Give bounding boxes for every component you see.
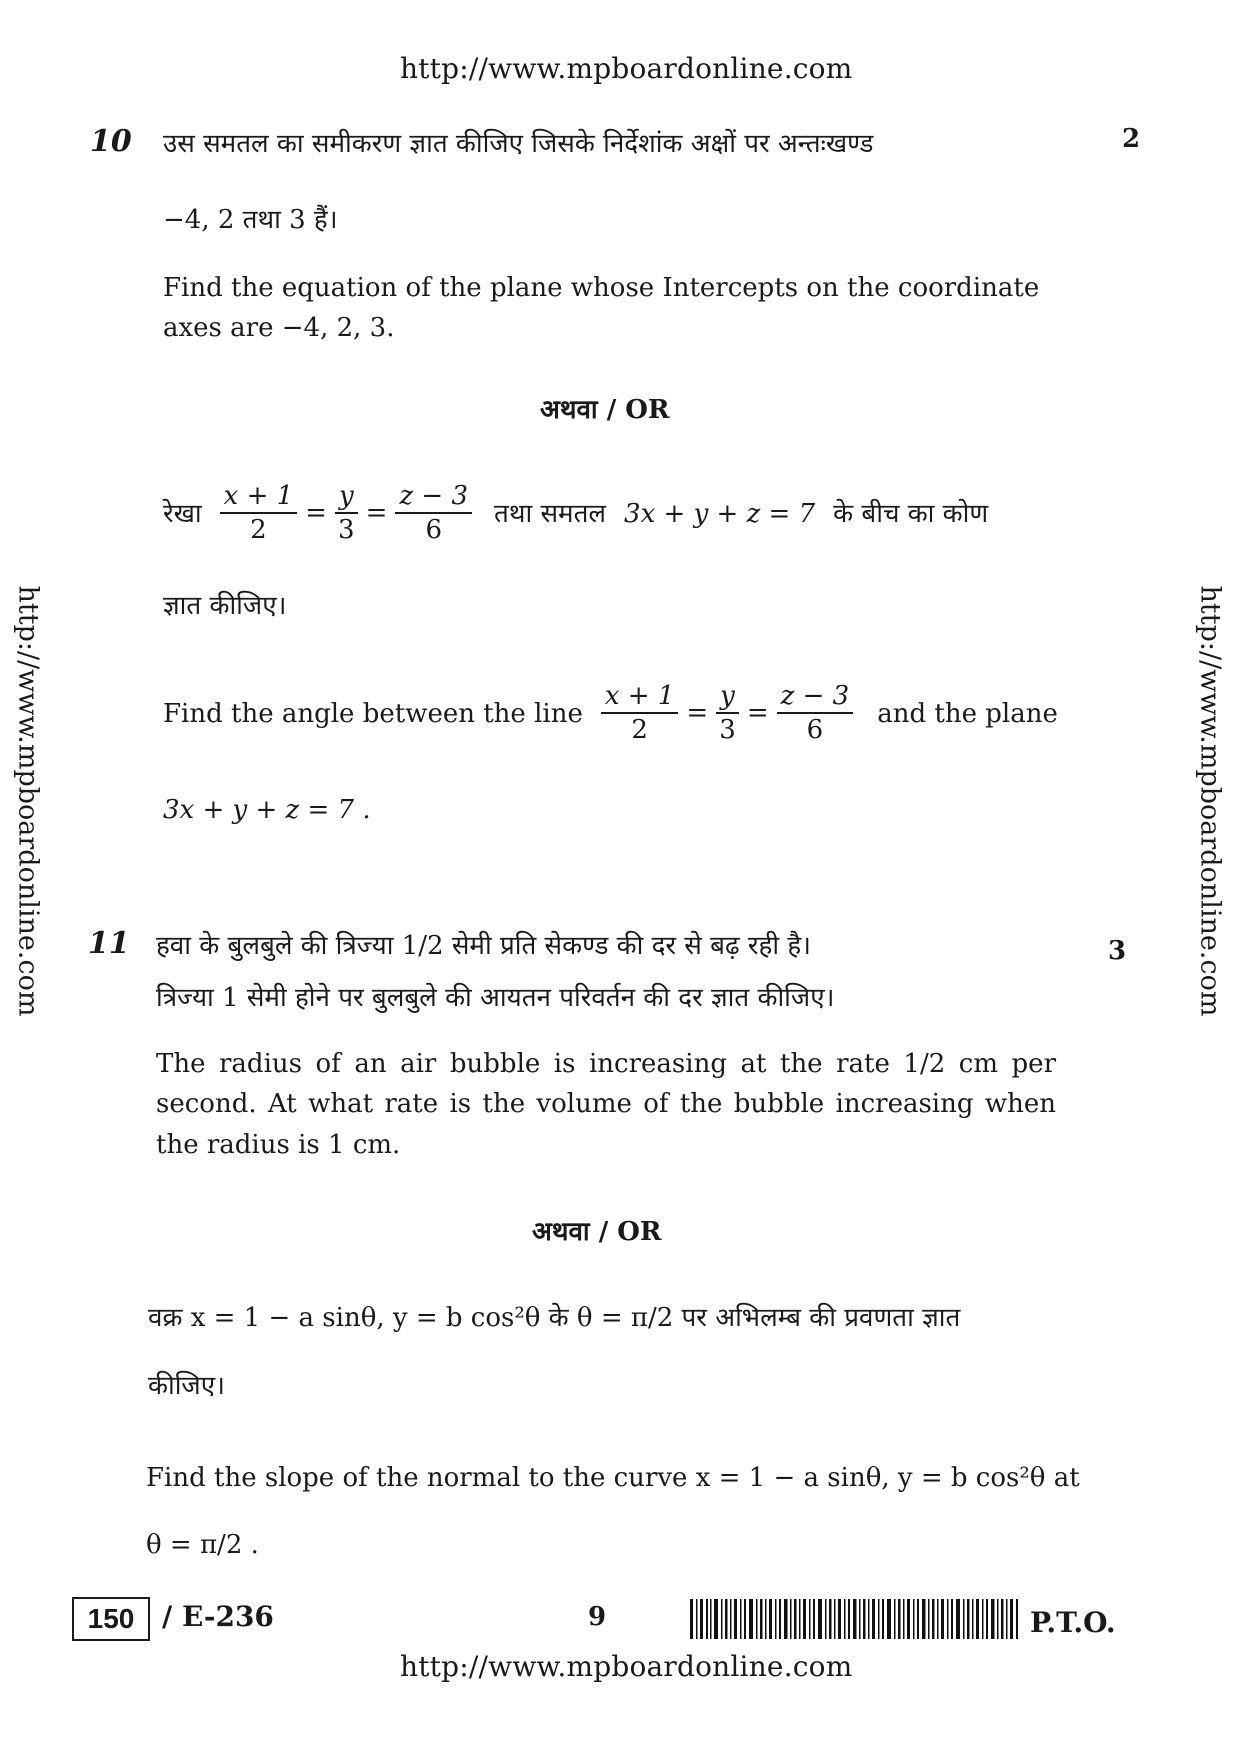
q11-english-text: The radius of an air bubble is increasing at the rate 1/2 cm per second. At what rate is the volume of the bubble increasing when the radius is 1 cm. bbox=[156, 1049, 1056, 1160]
q10-alt-hindi-plane: 3x + y + z = 7 bbox=[624, 499, 816, 529]
q11-hindi-line1: हवा के बुलबुले की त्रिज्या 1/2 सेमी प्रति सेकण्ड की दर से बढ़ रही है। bbox=[156, 931, 811, 961]
q10-alt-english-line2: 3x + y + z = 7 . bbox=[163, 795, 371, 825]
header-url[interactable]: http://www.mpboardonline.com bbox=[400, 52, 853, 85]
frac2-den-en: 3 bbox=[719, 714, 736, 745]
frac3-num: z − 3 bbox=[395, 482, 472, 514]
question-number-10: 10 bbox=[90, 124, 132, 159]
q10-hindi-line2: −4, 2 तथा 3 हैं। bbox=[163, 205, 338, 235]
q10-hindi-line1: उस समतल का समीकरण ज्ञात कीजिए जिसके निर्देशांक अक्षों पर अन्तःखण्ड bbox=[163, 129, 874, 159]
q11-alt-hindi-line2: कीजिए। bbox=[148, 1371, 225, 1401]
frac3-den-en: 6 bbox=[806, 714, 824, 745]
q10-alt-hindi-line2: ज्ञात कीजिए। bbox=[163, 591, 287, 621]
pto-label: P.T.O. bbox=[1030, 1606, 1116, 1639]
frac1-den: 2 bbox=[250, 514, 267, 545]
marks-q10: 2 bbox=[1122, 124, 1141, 154]
frac2-num: y bbox=[335, 482, 358, 514]
q11-alt-hindi-line1: वक्र x = 1 − a sinθ, y = b cos²θ के θ = π/2 पर अभिलम्ब की प्रवणता ज्ञात bbox=[148, 1303, 961, 1333]
q11-alt-english-line2: θ = π/2 . bbox=[146, 1530, 259, 1560]
q10-alt-english-suffix: and the plane bbox=[877, 699, 1058, 729]
question-number-11: 11 bbox=[88, 926, 130, 961]
q11-alt-english-line1: Find the slope of the normal to the curve x = 1 − a sinθ, y = b cos²θ at bbox=[146, 1463, 1080, 1493]
page-number: 9 bbox=[588, 1602, 607, 1632]
q10-alt-hindi-prefix: रेखा bbox=[163, 499, 202, 529]
frac1-den-en: 2 bbox=[631, 714, 648, 745]
footer-url[interactable]: http://www.mpboardonline.com bbox=[400, 1650, 853, 1683]
q10-alt-hindi-line1: रेखा $\frac{x + 1}{2}$ = $\frac{y}{3}$ = $\frac{z - 3}{6}$ तथा समतल 3x + y + z = 7 के बीच का कोण bbox=[163, 481, 989, 545]
q10-alt-english-prefix: Find the angle between the line bbox=[163, 699, 583, 729]
marks-q11: 3 bbox=[1108, 936, 1127, 966]
q11-hindi-line2: त्रिज्या 1 सेमी होने पर बुलबुले की आयतन परिवर्तन की दर ज्ञात कीजिए। bbox=[156, 983, 835, 1013]
frac1-num: x + 1 bbox=[220, 482, 298, 514]
q10-or-separator: अथवा / OR bbox=[540, 395, 670, 425]
paper-code: / E-236 bbox=[162, 1600, 274, 1633]
q11-or-separator: अथवा / OR bbox=[532, 1217, 662, 1247]
frac2-den: 3 bbox=[338, 514, 355, 545]
code-box: 150 bbox=[72, 1597, 150, 1641]
q10-english-text: Find the equation of the plane whose Intercepts on the coordinate axes are −4, 2, 3. bbox=[163, 273, 1040, 344]
barcode-icon bbox=[690, 1597, 1020, 1641]
q10-alt-hindi-mid: तथा समतल bbox=[494, 499, 607, 529]
frac3-den: 6 bbox=[425, 514, 443, 545]
q10-alt-english-line1: Find the angle between the line $\frac{x + 1}{2}$ = $\frac{y}{3}$ = $\frac{z - 3}{6}$ and the plane bbox=[163, 681, 1058, 745]
frac1-num-en: x + 1 bbox=[601, 682, 679, 714]
side-url-right[interactable]: http://www.mpboardonline.com bbox=[1194, 585, 1226, 1017]
q10-alt-hindi-suffix: के बीच का कोण bbox=[833, 499, 989, 529]
frac3-num-en: z − 3 bbox=[777, 682, 854, 714]
frac2-num-en: y bbox=[716, 682, 739, 714]
side-url-left[interactable]: http://www.mpboardonline.com bbox=[12, 585, 44, 1017]
